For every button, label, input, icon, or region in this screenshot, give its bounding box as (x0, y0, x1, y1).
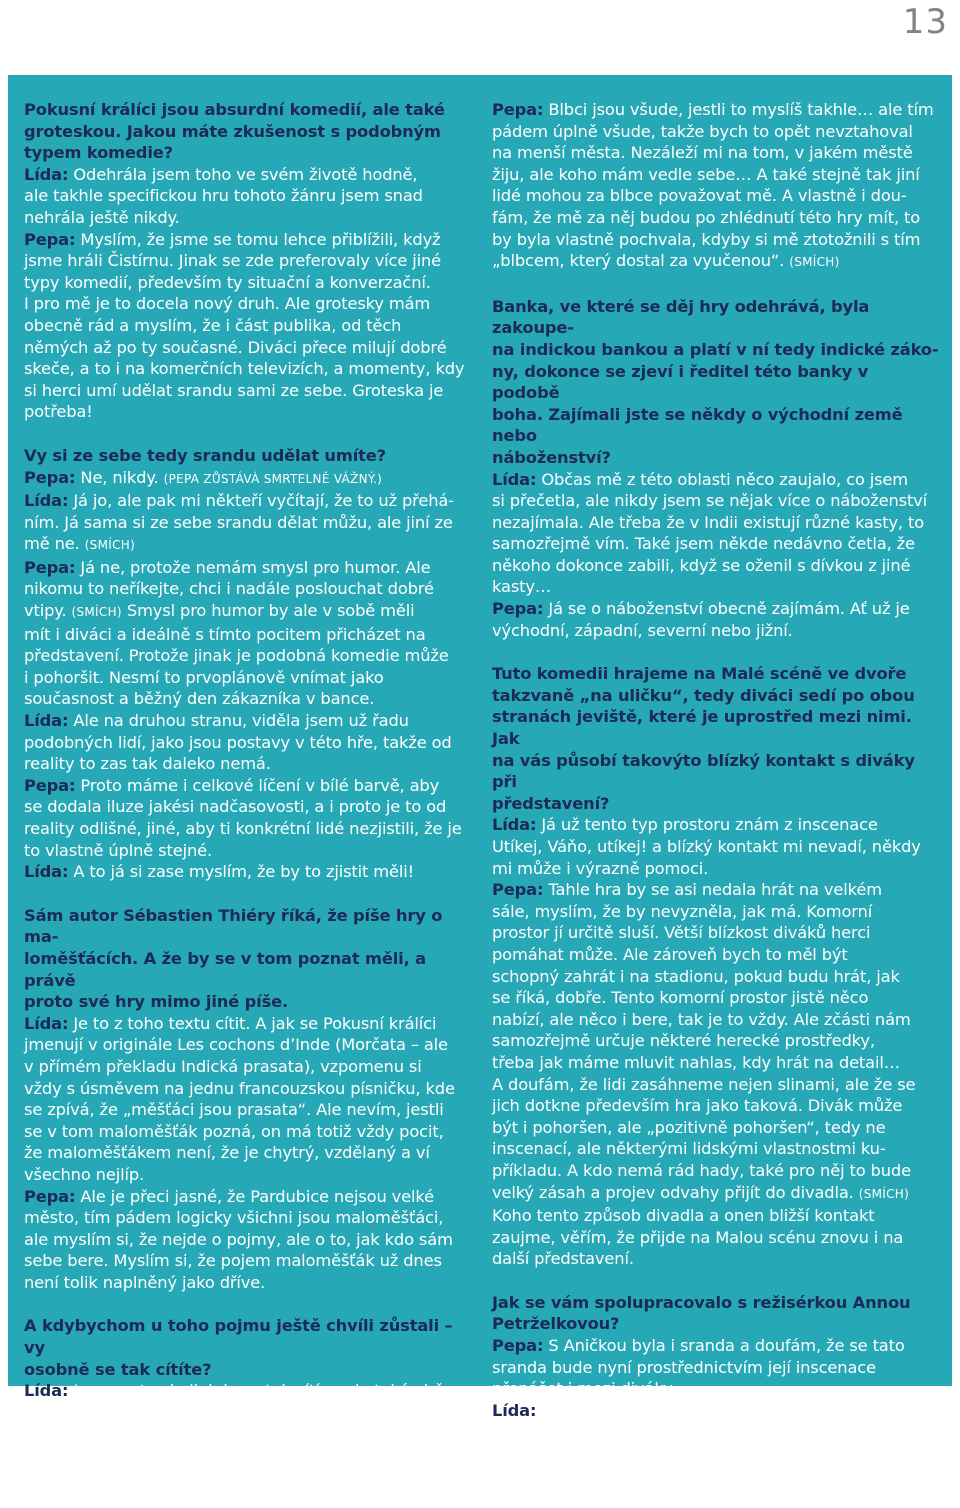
interview-answer (24, 1186, 471, 1294)
answer-text: Odehrála jsem toho ve svém životě hodně, ale takhle specifickou hru tohoto žánru jsem snad nehrála ještě nikdy. (24, 164, 423, 227)
interview-section (24, 445, 471, 883)
stage-note: (PEPA ZŮSTÁVÁ SMRTELNĚ VÁŽNÝ.) (163, 471, 383, 486)
answer-text: A to já si zase myslím, že by to zjistit měli! (68, 862, 415, 882)
speaker-name: Lída: (24, 711, 69, 731)
speaker-name: Pepa: (492, 1336, 544, 1356)
answer-text: Je to z toho textu cítit. A jak se Pokusní králíci jmenují v originále Les cochons d’Inde (Morčata – ale v přímém překladu Indická prasata), vzpomenu si vždy s úsměvem na jednu francouzskou písničku, kde se zpívá, že „měšťáci jsou prasata“. Ale nevím, jestli se v tom maloměšťák pozná, on má totiž vždy pocit, že maloměšťákem není, že je chytrý, vzdělaný a ví všechno nejlíp. (24, 1013, 455, 1184)
interview-question: A kdybychom u toho pojmu ještě chvíli zůstali – vy osobně se tak cítíte? (24, 1316, 453, 1379)
interview-question: Tuto komedii hrajeme na Malé scéně ve dvoře takzvaně „na uličku“, tedy diváci sedí po obou stranách jeviště, které je uprostřed mezi nimi. Jak na vás působí takovýto blízký kontakt s diváky při představení? (492, 664, 915, 813)
stage-note: (SMÍCH) (84, 538, 136, 553)
answer-text: Proto máme i celkové líčení v bílé barvě, aby se dodala iluze jakési nadčasovosti, a i proto je to od reality odlišné, jiné, aby ti konkrétní lidé nezjistili, že je to vlastně úplně stejné. (24, 775, 462, 860)
interview-section (492, 663, 939, 1270)
interview-answer (24, 229, 471, 423)
interview-question: Banka, ve které se děj hry odehrává, byla zakoupe- na indickou bankou a platí v ní tedy indické záko- ny, dokonce se zjeví i ředitel této banky v podobě boha. Zajímali jste se někdy o východní země nebo náboženství? (492, 296, 939, 467)
speaker-name: Lída: (492, 469, 537, 489)
interview-answer (24, 1013, 471, 1186)
speaker-name: Pepa: (24, 1186, 76, 1206)
speaker-name: Lída: (492, 1400, 537, 1420)
speaker-name: Lída: (492, 815, 537, 835)
interview-section (492, 1292, 939, 1486)
interview-question: Vy si ze sebe tedy srandu udělat umíte? (24, 445, 386, 465)
speaker-name: Pepa: (24, 467, 76, 487)
answer-text: Myslím, že jsme se tomu lehce přiblížili, když jsme hráli Čistírnu. Jinak se zde preferovaly více jiné typy komedií, především ty situační a konverzační. I pro mě je to docela nový druh. Ale grotesky mám obecně rád a myslím, že i část publika, od těch němých až po ty současné. Diváci přece milují dobré skeče, a to i na komerčních televizích, a momenty, kdy si herci umí udělat srandu sami ze sebe. Groteska je potřeba! (24, 229, 465, 422)
stage-note: (SMÍCH) (858, 1186, 910, 1201)
interview-answer (24, 861, 471, 883)
answer-text: Já jo, ale pak mi někteří vyčítají, že to už přehá- ním. Já sama si ze sebe srandu dělat můžu, ale jiní ze mě ne. (24, 491, 454, 554)
speaker-name: Pepa: (24, 775, 76, 795)
interview-section (492, 99, 939, 274)
speaker-name: Pepa: (24, 229, 76, 249)
interview-section (24, 1315, 471, 1447)
interview-answer (24, 490, 471, 557)
interview-answer (492, 99, 939, 274)
speaker-name: Lída: (24, 164, 69, 184)
interview-question: Jak se vám spolupracovalo s režisérkou Annou Petrželkovou? (492, 1292, 911, 1334)
answer-text: Já se o náboženství obecně zajímám. Ať už je východní, západní, severní nebo jižní. (492, 599, 910, 640)
interview-answer (492, 1335, 939, 1400)
interview-answer (24, 164, 471, 229)
interview-section (24, 99, 471, 423)
answer-text-continued: Smysl pro humor by ale v sobě měli mít i diváci a ideálně s tímto pocitem přicházet na představení. Protože jinak je podobná komedie může i pohoršit. Nesmí to prvoplánově vnímat jako současnost a běžný den zákazníka v bance. (24, 601, 449, 709)
stage-note: (SMÍCH) (789, 255, 840, 270)
interview-section (492, 296, 939, 642)
stage-note: (SMÍCH) (71, 605, 122, 620)
interview-answer (492, 598, 939, 641)
interview-question: Sám autor Sébastien Thiéry říká, že píše hry o ma- loměšťácích. A že by se v tom poznat měli, a právě proto své hry mimo jiné píše. (24, 905, 443, 1012)
interview-answer (24, 467, 471, 491)
interview-question: Pokusní králíci jsou absurdní komedií, ale také groteskou. Jakou máte zkušenost s podobným typem komedie? (24, 100, 445, 163)
answer-text: Blbci jsou všude, jestli to myslíš takhle… ale tím pádem úplně všude, takže bych to opět nevztahoval na menší města. Nezáleží mi na tom, v jakém městě žiju, ale koho mám vedle sebe… A také stejně tak jiní lidé mohou za blbce považovat mě. A vlastně i dou- fám, že mě za něj budou po zhlédnutí této hry mít, to by byla vlastně pochvala, kdyby si mě ztotožnili s tím „blbcem, který dostal za vyučenou“. (492, 100, 934, 271)
speaker-name: Lída: (24, 1381, 69, 1401)
answer-text: Ale je přeci jasné, že Pardubice nejsou velké město, tím pádem logicky všichni jsou maloměšťáci, ale myslím si, že nejde o pojmy, ale o to, jak kdo sám sebe bere. Myslím si, že pojem maloměšťák už dnes není tolik naplněný jako dříve. (24, 1186, 453, 1292)
speaker-name: Pepa: (492, 880, 544, 900)
answer-text: Ne, nikdy. (75, 467, 164, 487)
left-column (24, 99, 471, 1469)
interview-answer (24, 710, 471, 775)
interview-answer (24, 775, 471, 861)
answer-text: Já ne, protože nemám smysl pro humor. Ale nikomu to neříkejte, chci i nadále poslouchat dobré vtipy. (24, 557, 434, 621)
interview-answer (24, 557, 471, 710)
interview-section (24, 905, 471, 1294)
answer-text: Ale na druhou stranu, viděla jsem už řadu podobných lidí, jako jsou postavy v této hře, takže od reality to zas tak daleko nemá. (24, 711, 452, 774)
stage-note: (SMÍCH) (24, 1428, 75, 1443)
interview-panel (8, 75, 952, 1485)
interview-answer (492, 814, 939, 879)
speaker-name: Pepa: (24, 557, 76, 577)
right-column (492, 99, 939, 1508)
interview-answer (24, 1380, 471, 1447)
answer-text: S Aničkou byla i sranda a doufám, že se tato sranda bude nyní prostřednictvím její inscenace přenášet i mezi diváky. (492, 1336, 905, 1399)
speaker-name: Pepa: (492, 599, 544, 619)
speaker-name: Lída: (24, 491, 69, 511)
page-number: 13 (902, 2, 948, 42)
interview-answer (492, 1400, 939, 1486)
interview-answer (492, 879, 939, 1270)
answer-text-continued: Koho tento způsob divadla a onen bližší kontakt zaujme, věřím, že přijde na Malou scénu znovu i na další představení. (492, 1206, 904, 1269)
speaker-name: Pepa: (492, 100, 544, 119)
answer-text: Tahle hra by se asi nedala hrát na velkém sále, myslím, že by nevyzněla, jak má. Komorní prostor jí určitě sluší. Větší blízkost diváků herci pomáhat může. Ale zároveň bych to měl být schopný zahrát i na stadionu, pokud budu hrát, jak se říká, dobře. Tento komorní prostor jistě něco nabízí, ale něco i bere, tak je to vždy. Ale zčásti nám samozřejmě určuje některé herecké prostředky, třeba jak máme mluvit nahlas, kdy hrát na detail… A doufám, že lidi zasáhneme nejen slinami, ale že se jich dotkne především hra jako taková. Divák může být i pohoršen, ale „pozitivně pohoršen“, tedy ne inscenací, ale některými lidskými vlastnostmi ku- příkladu. A kdo nemá rád hady, také pro něj to bude velký zásah a projev odvahy přijít do divadla. (492, 880, 916, 1202)
speaker-name: Lída: (24, 862, 69, 882)
answer-text: Je spousta chvil, kdy se tak cítím, ale také občas zjistím, že jiní jsou na tom v tomto ohledu i hůř… (24, 1381, 461, 1422)
answer-text: Občas mě z této oblasti něco zaujalo, co jsem si přečetla, ale nikdy jsem se nějak více o náboženství nezajímala. Ale třeba že v Indii existují různé kasty, to samozřejmě vím. Také jsem někde nedávno četla, že někoho dokonce zabili, když se oženil s dívkou z jiné kasty… (492, 469, 928, 597)
answer-text: Hlavně ví, co chce, smysl hry ví přesně, ví, proč a o čem ji chce hrát. Pak už jsme dále společně hledali tu přesnost pojetí, konkrétní podobu situací a hereckého stylu. (492, 1400, 912, 1485)
speaker-name: Lída: (24, 1013, 69, 1033)
answer-text: Já už tento typ prostoru znám z inscenace Utíkej, Váňo, utíkej! a blízký kontakt mi nevadí, někdy mi může i výrazně pomoci. (492, 815, 921, 878)
interview-answer (492, 469, 939, 599)
